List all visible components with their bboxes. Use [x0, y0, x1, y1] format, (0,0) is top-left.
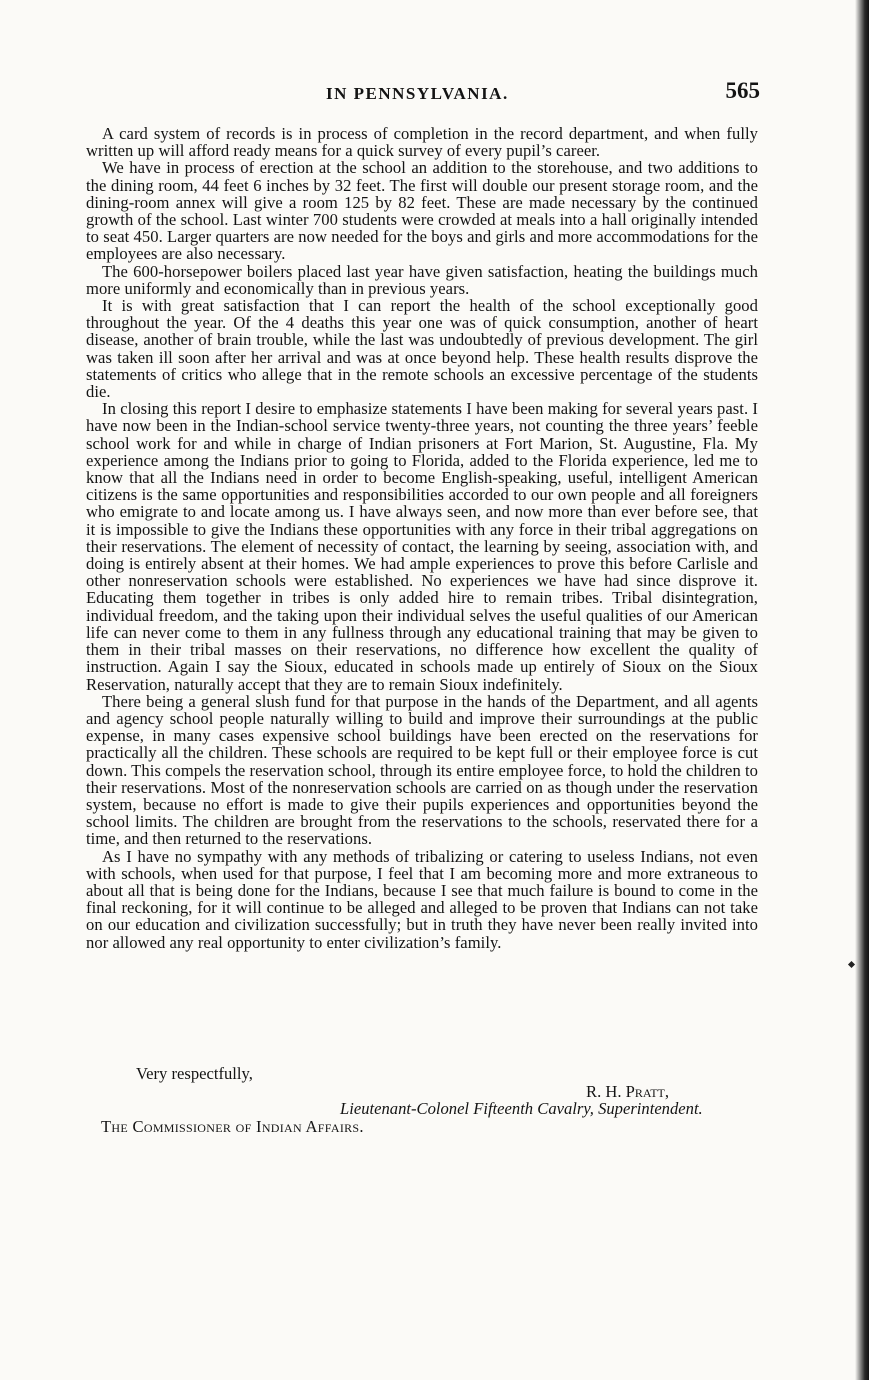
paragraph-construction: We have in process of erection at the school an addition to the storehouse, and two additions to the dining room, 44 feet 6 inches by 32 feet. The first will double our present storage room, and the dining-room annex will give a room 125 by 82 feet. These are made necessary by the continued growth of the school. Last winter 700 students were crowded at meals into a hall originally intended to seat 450. Larger quarters are now needed for the boys and girls and more accommodations for the employees are also necessary. [86, 158, 758, 264]
paragraph-closing-remarks: In closing this report I desire to emphasize statements I have been making for several years past. I have now been in the Indian-school service twenty-three years, not counting the three years’ feeble school work for and while in charge of Indian prisoners at Fort Marion, St. Augustine, Fla. My experience among the Indians prior to going to Florida, added to the Florida experience, led me to know that all the Indians need in order to become English-speaking, useful, intelligent American citizens is the same opportunities and responsibilities accorded to our own people and all foreigners who emigrate to and locate among us. I have always seen, and now more than ever before see, that it is impossible to give the Indians these opportunities with any force in their tribal aggregations on their reservations. The element of necessity of contact, the learning by seeing, association with, and doing is entirely absent at their homes. We had ample experiences to prove this before Carlisle and other nonreservation schools were established. No experiences we have had since disprove it. Educating them together in tribes is only added hire to remain tribes. Tribal disintegration, individual freedom, and the taking upon their individual selves the useful qualities of our American life can never come to them in any fullness through any educational training that may be given to them in their tribal masses on their reservations, no difference how excellent the quality of instruction. Again I say the Sioux, educated in schools made up entirely of Sioux on the Sioux Reservation, naturally accept that they are to remain Sioux indefinitely. [86, 399, 758, 694]
paragraph-boilers: The 600-horsepower boilers placed last year have given satisfaction, heating the buildings much more uniformly and economically than in previous years. [86, 261, 758, 298]
page-number: 565 [725, 78, 760, 103]
page-edge-shadow [855, 0, 869, 1380]
complimentary-close: Very respectfully, [136, 1064, 253, 1083]
paragraph-slush-fund: There being a general slush fund for that purpose in the hands of the Department, and all agents and agency school people naturally willing to build and improve their surroundings at the public expense, in many cases expensive school buildings have been erected on the reservations for practically all the children. These schools are required to be kept full or their employee force is cut down. This compels the reservation school, through its entire employee force, to hold the children to their reservations. Most of the nonreservation schools are carried on as though under the reservation system, because no effort is made to give their pupils experiences and opportunities beyond the school limits. The children are brought from the reservations to the schools, reservated there for a time, and then returned to the reservations. [86, 691, 759, 849]
running-head: IN PENNSYLVANIA. [326, 84, 509, 103]
addressee: The Commissioner of Indian Affairs. [101, 1117, 364, 1136]
stray-ink-mark [848, 961, 855, 968]
paragraph-card-system: A card system of records is in process of completion in the record department, and when fully written up will afford ready means for a quick survey of every pupil’s career. [86, 124, 758, 161]
signature-title: Lieutenant-Colonel Fifteenth Cavalry, Superintendent. [340, 1099, 703, 1118]
page-header [86, 78, 760, 110]
paragraph-tribalizing: As I have no sympathy with any methods of tribalizing or catering to useless Indians, not even with schools, when used for that purpose, I feel that I am becoming more and more extraneous to about all that is being done for the Indians, because I see that much failure is bound to come in the final reckoning, for it will continue to be alleged and alleged to be proven that Indians can not take on our education and civilization successfully; but in truth they have never been really invited into nor allowed any real opportunity to enter civilization’s family. [86, 846, 758, 952]
signature-name: R. H. Pratt, [586, 1082, 670, 1101]
paragraph-health: It is with great satisfaction that I can report the health of the school exceptionally good throughout the year. Of the 4 deaths this year one was of quick consumption, another of heart disease, another of brain trouble, while the last was undoubtedly of previous development. The girl was taken ill soon after her arrival and was at once beyond help. These health results disprove the statements of critics who allege that in the remote schools an excessive percentage of the students die. [86, 296, 758, 402]
report-body [86, 125, 758, 951]
